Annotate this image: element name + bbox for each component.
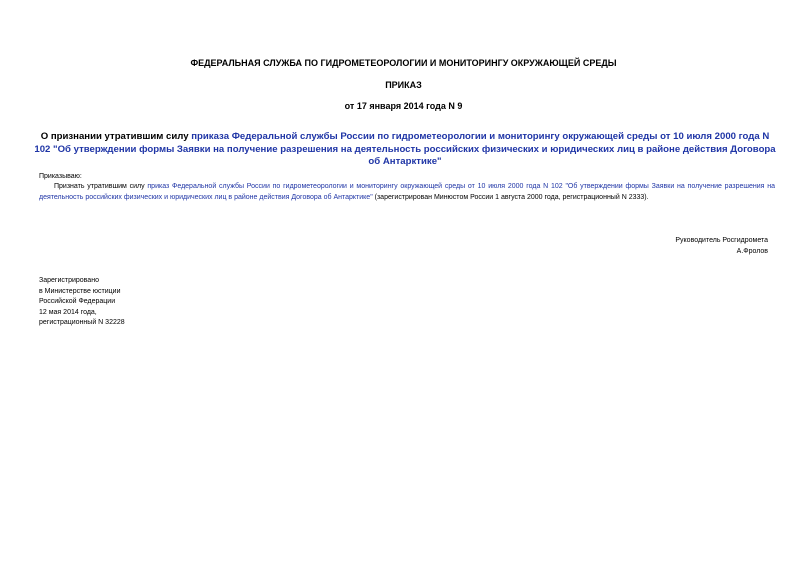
title-prefix: О признании утратившим силу <box>40 131 192 142</box>
document-date: от 17 января 2014 года N 9 <box>344 101 463 111</box>
registration-line: регистрационный N 32228 <box>39 319 125 327</box>
document-title <box>34 131 776 169</box>
paragraph-prefix: Признать утратившим силу <box>54 183 148 190</box>
order-paragraph <box>39 182 775 203</box>
registration-block <box>39 276 125 329</box>
signatory-position: Руководитель Росгидромета <box>675 237 768 244</box>
title-link[interactable]: приказа Федеральной службы России по гидрометеорологии и мониторингу окружающей среды от 10 июля 2000 года N 102 "Об утверждении формы Заявки на получение разрешения на деятельность российских физических и юридических лиц в районе действия Договора об Антарктике" <box>34 131 776 167</box>
paragraph-suffix: (зарегистрирован Минюстом России 1 августа 2000 года, регистрационный N 2333). <box>372 193 649 201</box>
registration-line: 12 мая 2014 года, <box>39 308 97 316</box>
registration-line: в Министерстве юстиции <box>39 287 121 295</box>
registration-line: Зарегистрировано <box>39 277 99 284</box>
registration-line: Российской Федерации <box>39 298 116 306</box>
signatory-name: А.Фролов <box>736 248 768 255</box>
document-type: ПРИКАЗ <box>385 80 422 90</box>
order-intro: Приказываю: <box>39 173 82 180</box>
agency-heading: ФЕДЕРАЛЬНАЯ СЛУЖБА ПО ГИДРОМЕТЕОРОЛОГИИ И МОНИТОРИНГУ ОКРУЖАЮЩЕЙ СРЕДЫ <box>190 58 617 68</box>
paragraph-link[interactable]: приказ Федеральной службы России по гидрометеорологии и мониторингу окружающей среды от 10 июля 2000 года N 102 "Об утверждении формы Заявки на получение разрешения на деятельность российских физических и юридических лиц в районе действия Договора об Антарктике" <box>39 183 776 201</box>
